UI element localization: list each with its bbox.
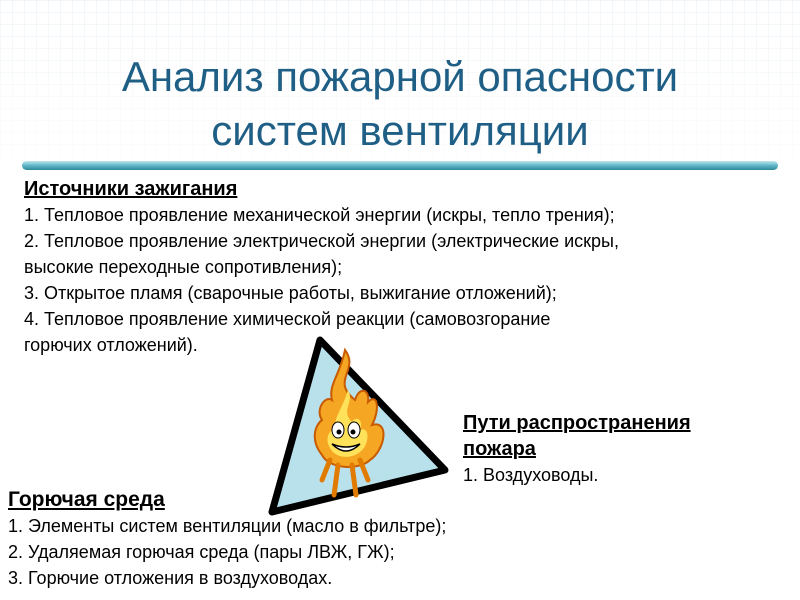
ignition-sources-title: Источники зажигания bbox=[24, 178, 238, 200]
title-line-2: систем вентиляции bbox=[211, 107, 589, 154]
ignition-item-4-cont: горючих отложений). bbox=[24, 335, 198, 355]
fire-spread-title-2: пожара bbox=[463, 438, 536, 460]
ignition-item-2: 2. Тепловое проявление электрической энергии (электрические искры, bbox=[24, 231, 619, 251]
ignition-item-4: 4. Тепловое проявление химической реакции (самовозгорание bbox=[24, 309, 551, 329]
fuel-item-2: 2. Удаляемая горючая среда (пары ЛВЖ, ГЖ); bbox=[8, 542, 395, 562]
title-divider bbox=[22, 160, 778, 172]
fuel-item-1: 1. Элементы систем вентиляции (масло в фильтре); bbox=[8, 516, 447, 536]
ignition-item-2-cont: высокие переходные сопротивления); bbox=[24, 257, 343, 277]
ignition-item-1: 1. Тепловое проявление механической энергии (искры, тепло трения); bbox=[24, 205, 615, 225]
slide-title bbox=[40, 50, 760, 158]
combustible-medium-title: Горючая среда bbox=[8, 488, 165, 511]
fuel-item-3: 3. Горючие отложения в воздуховодах. bbox=[8, 568, 333, 588]
fire-spread-item-1: 1. Воздуховоды. bbox=[463, 465, 599, 485]
title-line-1: Анализ пожарной опасности bbox=[121, 53, 679, 100]
fire-spread-block bbox=[463, 410, 793, 488]
combustible-medium-block bbox=[8, 487, 648, 591]
ignition-item-3: 3. Открытое пламя (сварочные работы, выжигание отложений); bbox=[24, 283, 557, 303]
fire-spread-title-1: Пути распространения bbox=[463, 412, 691, 434]
